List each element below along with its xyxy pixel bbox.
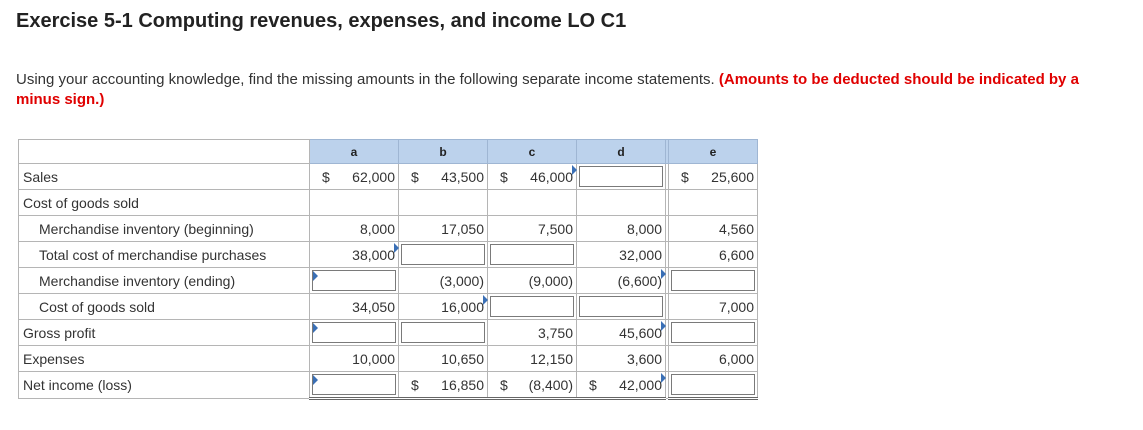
value-cell xyxy=(399,216,488,242)
cell-value: 16,850 xyxy=(441,376,484,393)
row-label: Merchandise inventory (ending) xyxy=(19,268,310,294)
value-cell xyxy=(399,346,488,372)
cell-content xyxy=(399,294,487,319)
value-cell xyxy=(488,346,577,372)
currency-symbol: $ xyxy=(589,376,597,393)
row-label: Net income (loss) xyxy=(19,372,310,399)
value-cell xyxy=(669,346,758,372)
value-cell xyxy=(399,268,488,294)
cell-content xyxy=(310,242,398,267)
answer-input-cell[interactable] xyxy=(310,372,399,399)
cell-value: 34,050 xyxy=(352,298,395,315)
value-cell xyxy=(399,372,488,399)
cell-content xyxy=(399,268,487,293)
row-label: Cost of goods sold xyxy=(19,294,310,320)
column-header-c: c xyxy=(488,140,577,164)
cell-value: 12,150 xyxy=(530,350,573,367)
answer-input-cell[interactable] xyxy=(310,320,399,346)
answer-input-box[interactable] xyxy=(671,322,755,343)
cell-content xyxy=(488,320,576,345)
column-header-e: e xyxy=(669,140,758,164)
cell-content xyxy=(577,268,665,293)
cell-value: 8,000 xyxy=(626,220,662,237)
answer-input-box[interactable] xyxy=(312,270,396,291)
cell-value: 38,000 xyxy=(352,246,395,263)
cell-content xyxy=(669,294,757,319)
table-row xyxy=(19,216,758,242)
cell-value: 62,000 xyxy=(352,168,395,185)
value-cell xyxy=(488,216,577,242)
value-cell xyxy=(310,242,399,268)
cell-content xyxy=(488,372,576,397)
cell-value: 45,600 xyxy=(619,324,662,341)
answer-input-cell[interactable] xyxy=(488,242,577,268)
cell-value: 46,000 xyxy=(530,168,573,185)
answer-input-cell[interactable] xyxy=(399,242,488,268)
value-cell xyxy=(669,190,758,216)
cell-content xyxy=(669,242,757,267)
currency-symbol: $ xyxy=(411,376,419,393)
answer-input-box[interactable] xyxy=(312,322,396,343)
cell-value: 10,000 xyxy=(352,350,395,367)
row-label: Merchandise inventory (beginning) xyxy=(19,216,310,242)
row-label: Gross profit xyxy=(19,320,310,346)
cell-content xyxy=(577,320,665,345)
value-cell xyxy=(669,294,758,320)
header-blank-cell xyxy=(19,140,310,164)
table-row xyxy=(19,346,758,372)
column-header-b: b xyxy=(399,140,488,164)
cell-value: 16,000 xyxy=(441,298,484,315)
value-cell xyxy=(310,346,399,372)
table-row xyxy=(19,294,758,320)
column-header-row xyxy=(19,140,758,164)
value-cell xyxy=(310,190,399,216)
value-cell xyxy=(310,216,399,242)
answer-input-box[interactable] xyxy=(579,296,663,317)
row-label: Total cost of merchandise purchases xyxy=(19,242,310,268)
instructions xyxy=(16,70,1096,110)
value-cell xyxy=(669,242,758,268)
cell-content xyxy=(488,164,576,189)
currency-symbol: $ xyxy=(500,376,508,393)
answer-input-box[interactable] xyxy=(671,270,755,291)
table-row xyxy=(19,320,758,346)
instructions-text: Using your accounting knowledge, find the missing amounts in the following separate income statements. xyxy=(16,71,719,88)
cell-value: 6,600 xyxy=(718,246,754,263)
answer-input-cell[interactable] xyxy=(399,320,488,346)
cell-content xyxy=(399,372,487,397)
cell-content xyxy=(310,164,398,189)
value-cell xyxy=(310,294,399,320)
answer-input-box[interactable] xyxy=(671,374,755,395)
cell-value: 7,000 xyxy=(718,298,754,315)
cell-value: (3,000) xyxy=(439,272,484,289)
cell-content xyxy=(577,346,665,371)
answer-input-box[interactable] xyxy=(490,296,574,317)
cell-content xyxy=(399,346,487,371)
row-label: Sales xyxy=(19,164,310,190)
value-cell xyxy=(488,268,577,294)
cell-content xyxy=(399,216,487,241)
cell-value: (8,400) xyxy=(528,376,573,393)
cell-value: 4,560 xyxy=(718,220,754,237)
cell-value: 10,650 xyxy=(441,350,484,367)
cell-content xyxy=(310,216,398,241)
answer-input-box[interactable] xyxy=(579,166,663,187)
cell-content xyxy=(669,346,757,371)
value-cell xyxy=(577,242,666,268)
cell-content xyxy=(577,372,665,397)
value-cell xyxy=(488,372,577,399)
answer-input-cell[interactable] xyxy=(577,294,666,320)
cell-content xyxy=(577,216,665,241)
value-cell xyxy=(577,320,666,346)
value-cell xyxy=(399,164,488,190)
answer-input-box[interactable] xyxy=(401,322,485,343)
cell-value: 17,050 xyxy=(441,220,484,237)
cell-value: 25,600 xyxy=(711,168,754,185)
answer-input-box[interactable] xyxy=(312,374,396,395)
answer-input-cell[interactable] xyxy=(669,320,758,346)
answer-input-cell[interactable] xyxy=(669,372,758,399)
currency-symbol: $ xyxy=(322,168,330,185)
answer-input-box[interactable] xyxy=(401,244,485,265)
answer-input-cell[interactable] xyxy=(669,268,758,294)
value-cell xyxy=(577,190,666,216)
value-cell xyxy=(669,164,758,190)
row-label: Cost of goods sold xyxy=(19,190,310,216)
instructions-highlight: (Amounts to be deducted should be indicated by a minus sign.) xyxy=(16,71,1079,108)
table-row xyxy=(19,242,758,268)
table-row xyxy=(19,164,758,190)
column-header-a: a xyxy=(310,140,399,164)
value-cell xyxy=(488,190,577,216)
cell-value: 3,750 xyxy=(537,324,573,341)
cell-content xyxy=(310,294,398,319)
value-cell xyxy=(488,164,577,190)
currency-symbol: $ xyxy=(411,168,419,185)
column-header-d: d xyxy=(577,140,666,164)
cell-content xyxy=(669,216,757,241)
cell-content xyxy=(488,346,576,371)
exercise-title: Exercise 5-1 Computing revenues, expenses, and income LO C1 xyxy=(16,10,627,32)
answer-input-cell[interactable] xyxy=(577,164,666,190)
cell-content xyxy=(310,346,398,371)
answer-input-cell[interactable] xyxy=(488,294,577,320)
cell-value: 6,000 xyxy=(718,350,754,367)
cell-content xyxy=(488,268,576,293)
value-cell xyxy=(399,190,488,216)
cell-content xyxy=(577,242,665,267)
cell-content xyxy=(488,216,576,241)
value-cell xyxy=(577,268,666,294)
value-cell xyxy=(577,216,666,242)
cell-value: 7,500 xyxy=(537,220,573,237)
value-cell xyxy=(669,216,758,242)
value-cell xyxy=(577,346,666,372)
cell-value: 42,000 xyxy=(619,376,662,393)
cell-value: (9,000) xyxy=(528,272,573,289)
cell-value: 43,500 xyxy=(441,168,484,185)
cell-content xyxy=(669,164,757,189)
table-row xyxy=(19,268,758,294)
cell-content xyxy=(399,164,487,189)
table-row xyxy=(19,372,758,399)
income-statements-table xyxy=(18,139,758,400)
answer-input-cell[interactable] xyxy=(310,268,399,294)
answer-input-box[interactable] xyxy=(490,244,574,265)
value-cell xyxy=(310,164,399,190)
cell-value: 3,600 xyxy=(626,350,662,367)
value-cell xyxy=(399,294,488,320)
currency-symbol: $ xyxy=(681,168,689,185)
row-label: Expenses xyxy=(19,346,310,372)
value-cell xyxy=(488,320,577,346)
cell-value: 32,000 xyxy=(619,246,662,263)
table-row xyxy=(19,190,758,216)
cell-value: (6,600) xyxy=(617,272,662,289)
value-cell xyxy=(577,372,666,399)
currency-symbol: $ xyxy=(500,168,508,185)
cell-value: 8,000 xyxy=(359,220,395,237)
